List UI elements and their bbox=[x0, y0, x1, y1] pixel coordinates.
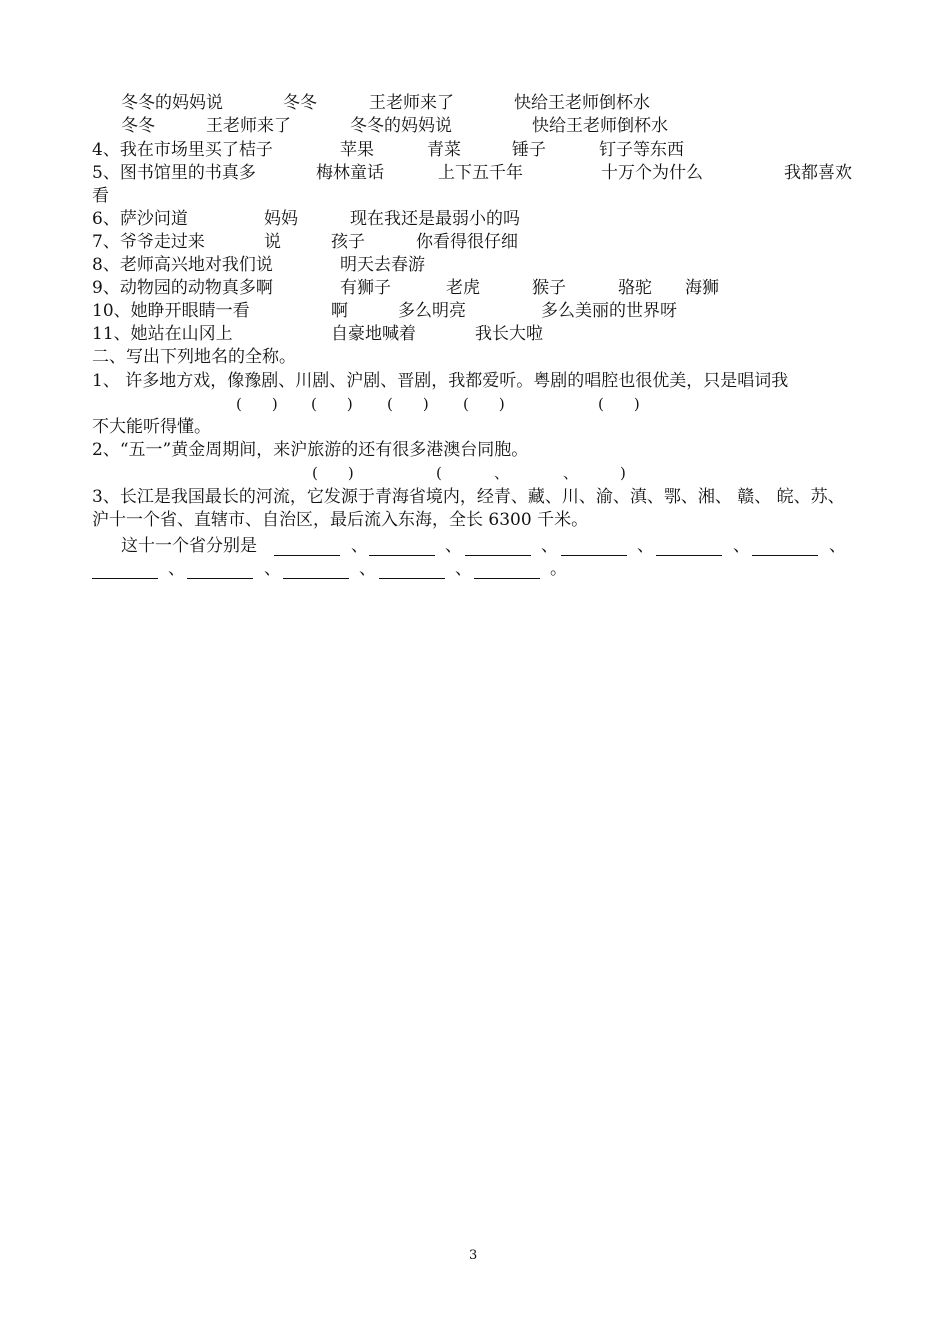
phrase: 4、我在市场里买了桔子 bbox=[92, 140, 273, 160]
answer-paren[interactable]: ( ) bbox=[387, 395, 429, 413]
separator: 、 bbox=[264, 559, 281, 579]
page-number: 3 bbox=[469, 1248, 478, 1263]
answer-paren-close: ) bbox=[620, 464, 626, 482]
answer-blank[interactable] bbox=[465, 535, 531, 556]
answer-paren[interactable]: ( ) bbox=[463, 395, 505, 413]
phrase: 多么美丽的世界呀 bbox=[541, 301, 677, 321]
phrase: 冬冬的妈妈说 bbox=[121, 93, 223, 113]
phrase: 王老师来了 bbox=[206, 116, 291, 136]
separator: 、 bbox=[733, 536, 750, 556]
prompt-text: 这十一个省分别是 bbox=[121, 536, 257, 556]
phrase: 有狮子 bbox=[340, 278, 391, 298]
period: 。 bbox=[550, 559, 567, 579]
phrase: 明天去春游 bbox=[340, 255, 425, 275]
phrase: 8、老师高兴地对我们说 bbox=[92, 255, 273, 275]
separator: 、 bbox=[829, 536, 846, 556]
phrase: 6、萨沙问道 bbox=[92, 209, 188, 229]
phrase: 王老师来了 bbox=[369, 93, 454, 113]
phrase: 11、她站在山冈上 bbox=[92, 324, 233, 344]
phrase: 骆驼 bbox=[618, 278, 652, 298]
phrase: 说 bbox=[264, 232, 281, 252]
phrase: 10、她睁开眼睛一看 bbox=[92, 301, 250, 321]
answer-blank[interactable] bbox=[187, 558, 253, 579]
answer-paren[interactable]: ( ) bbox=[598, 395, 640, 413]
phrase: 自豪地喊着 bbox=[331, 324, 416, 344]
phrase: 海狮 bbox=[685, 278, 719, 298]
answer-separator: 、 bbox=[563, 464, 579, 482]
answer-blank[interactable] bbox=[561, 535, 627, 556]
question-text: 不大能听得懂。 bbox=[92, 417, 211, 437]
phrase: 7、爷爷走过来 bbox=[92, 232, 205, 252]
phrase: 快给王老师倒杯水 bbox=[514, 93, 650, 113]
phrase: 苹果 bbox=[340, 140, 374, 160]
phrase: 我都喜欢 bbox=[784, 163, 852, 183]
question-text: 沪十一个省、直辖市、自治区，最后流入东海，全长 6300 千米。 bbox=[92, 510, 589, 530]
separator: 、 bbox=[351, 536, 368, 556]
answer-blank[interactable] bbox=[283, 558, 349, 579]
answer-blank[interactable] bbox=[656, 535, 722, 556]
separator: 、 bbox=[637, 536, 654, 556]
phrase: 现在我还是最弱小的吗 bbox=[350, 209, 520, 229]
phrase: 梅林童话 bbox=[316, 163, 384, 183]
phrase: 快给王老师倒杯水 bbox=[532, 116, 668, 136]
phrase: 冬冬 bbox=[121, 116, 155, 136]
answer-paren[interactable]: ( ) bbox=[311, 395, 353, 413]
phrase: 9、动物园的动物真多啊 bbox=[92, 278, 273, 298]
phrase: 你看得很仔细 bbox=[416, 232, 518, 252]
answer-blank[interactable] bbox=[369, 535, 435, 556]
answer-paren[interactable]: ( ) bbox=[236, 395, 278, 413]
phrase: 钉子等东西 bbox=[599, 140, 684, 160]
answer-blank[interactable] bbox=[274, 535, 340, 556]
phrase: 看 bbox=[92, 186, 109, 206]
phrase: 5、图书馆里的书真多 bbox=[92, 163, 256, 183]
phrase: 十万个为什么 bbox=[601, 163, 703, 183]
phrase: 妈妈 bbox=[264, 209, 298, 229]
answer-blank[interactable] bbox=[752, 535, 818, 556]
question-text: 3、长江是我国最长的河流，它发源于青海省境内，经青、藏、川、渝、滇、鄂、湘、 赣、 皖、苏、 bbox=[92, 487, 845, 507]
question-text: 1、 许多地方戏，像豫剧、川剧、沪剧、晋剧，我都爱听。粤剧的唱腔也很优美，只是唱词我 bbox=[92, 371, 789, 391]
answer-paren-open[interactable]: ( bbox=[436, 464, 442, 482]
phrase: 老虎 bbox=[446, 278, 480, 298]
heading-text: 二、写出下列地名的全称。 bbox=[92, 347, 296, 367]
phrase: 啊 bbox=[331, 301, 348, 321]
phrase: 上下五千年 bbox=[438, 163, 523, 183]
phrase: 多么明亮 bbox=[398, 301, 466, 321]
separator: 、 bbox=[359, 559, 376, 579]
answer-blank[interactable] bbox=[379, 558, 445, 579]
phrase: 青菜 bbox=[427, 140, 461, 160]
separator: 、 bbox=[168, 559, 185, 579]
phrase: 冬冬的妈妈说 bbox=[350, 116, 452, 136]
question-text: 2、“五一”黄金周期间，来沪旅游的还有很多港澳台同胞。 bbox=[92, 440, 529, 460]
answer-separator: 、 bbox=[494, 464, 510, 482]
answer-blank[interactable] bbox=[92, 558, 158, 579]
phrase: 锤子 bbox=[512, 140, 546, 160]
phrase: 冬冬 bbox=[283, 93, 317, 113]
answer-paren[interactable]: ( ) bbox=[312, 464, 354, 482]
separator: 、 bbox=[445, 536, 462, 556]
answer-blank[interactable] bbox=[474, 558, 540, 579]
phrase: 我长大啦 bbox=[475, 324, 543, 344]
separator: 、 bbox=[541, 536, 558, 556]
phrase: 孩子 bbox=[331, 232, 365, 252]
phrase: 猴子 bbox=[532, 278, 566, 298]
separator: 、 bbox=[455, 559, 472, 579]
